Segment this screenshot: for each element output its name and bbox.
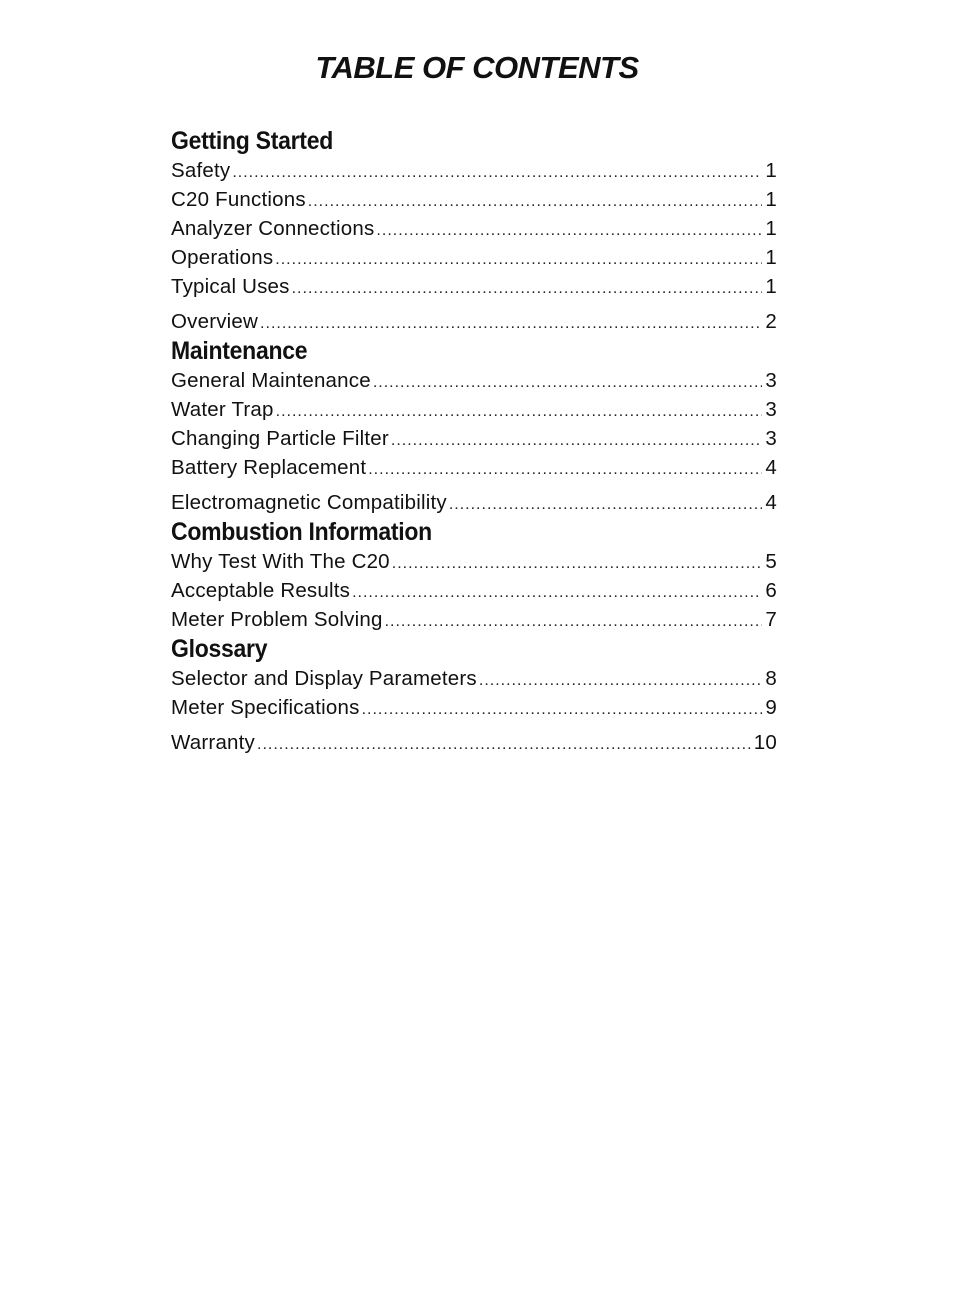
toc-entry-label: Water Trap bbox=[171, 398, 274, 421]
toc-entry-page: 10 bbox=[753, 731, 777, 754]
toc-entry-page: 3 bbox=[765, 398, 777, 421]
toc-entry[interactable] bbox=[171, 424, 777, 453]
toc-entry[interactable] bbox=[171, 272, 777, 301]
toc-entry-page: 4 bbox=[765, 456, 777, 479]
dot-leader bbox=[308, 187, 763, 216]
toc-entry-page: 8 bbox=[765, 667, 777, 690]
toc-entry-label: Safety bbox=[171, 159, 231, 182]
section-heading: Maintenance bbox=[171, 337, 308, 365]
toc-entry-label: C20 Functions bbox=[171, 188, 306, 211]
toc-entry-page: 9 bbox=[765, 696, 777, 719]
toc-entry[interactable] bbox=[171, 728, 777, 757]
dot-leader bbox=[276, 397, 763, 426]
section-heading: Getting Started bbox=[171, 127, 333, 155]
dot-leader bbox=[292, 274, 763, 303]
toc-entry-page: 1 bbox=[765, 217, 777, 240]
dot-leader bbox=[362, 695, 763, 724]
dot-leader bbox=[368, 455, 762, 484]
toc-entry-label: Changing Particle Filter bbox=[171, 427, 389, 450]
dot-leader bbox=[392, 549, 763, 578]
toc-entry-label: Why Test With The C20 bbox=[171, 550, 390, 573]
toc-entry[interactable] bbox=[171, 453, 777, 482]
toc-entry[interactable] bbox=[171, 214, 777, 243]
toc-entry[interactable] bbox=[171, 488, 777, 517]
toc-entry[interactable] bbox=[171, 664, 777, 693]
table-of-contents bbox=[171, 126, 777, 757]
toc-section-getting-started bbox=[171, 126, 777, 336]
toc-entry[interactable] bbox=[171, 395, 777, 424]
toc-entry-label: Operations bbox=[171, 246, 274, 269]
toc-entry-label: Acceptable Results bbox=[171, 579, 351, 602]
dot-leader bbox=[376, 216, 762, 245]
dot-leader bbox=[391, 426, 763, 455]
toc-entry-page: 4 bbox=[765, 491, 777, 514]
toc-entry-page: 2 bbox=[765, 310, 777, 333]
dot-leader bbox=[479, 666, 763, 695]
toc-entry-label: Selector and Display Parameters bbox=[171, 667, 477, 690]
dot-leader bbox=[232, 158, 762, 187]
page-title: TABLE OF CONTENTS bbox=[315, 50, 639, 85]
toc-entry[interactable] bbox=[171, 307, 777, 336]
toc-entry-page: 1 bbox=[765, 275, 777, 298]
toc-entry-page: 1 bbox=[765, 159, 777, 182]
dot-leader bbox=[352, 578, 762, 607]
toc-entry-page: 3 bbox=[765, 427, 777, 450]
dot-leader bbox=[449, 490, 763, 519]
dot-leader bbox=[385, 607, 763, 636]
toc-entry-label: Analyzer Connections bbox=[171, 217, 375, 240]
section-heading: Glossary bbox=[171, 635, 268, 663]
toc-section-maintenance bbox=[171, 336, 777, 517]
toc-entry[interactable] bbox=[171, 243, 777, 272]
dot-leader bbox=[260, 309, 762, 338]
toc-entry[interactable] bbox=[171, 185, 777, 214]
toc-entry-page: 1 bbox=[765, 246, 777, 269]
toc-entry-page: 1 bbox=[765, 188, 777, 211]
section-heading: Combustion Information bbox=[171, 518, 432, 546]
dot-leader bbox=[275, 245, 762, 274]
toc-entry-label: General Maintenance bbox=[171, 369, 371, 392]
toc-entry-label: Warranty bbox=[171, 731, 255, 754]
dot-leader bbox=[257, 730, 751, 759]
toc-entry[interactable] bbox=[171, 576, 777, 605]
toc-entry-label: Typical Uses bbox=[171, 275, 290, 298]
toc-entry-label: Battery Replacement bbox=[171, 456, 367, 479]
dot-leader bbox=[373, 368, 763, 397]
toc-entry[interactable] bbox=[171, 693, 777, 722]
toc-entry[interactable] bbox=[171, 547, 777, 576]
toc-entry-label: Electromagnetic Compatibility bbox=[171, 491, 447, 514]
toc-entry[interactable] bbox=[171, 366, 777, 395]
toc-entry-page: 5 bbox=[765, 550, 777, 573]
toc-section-glossary bbox=[171, 634, 777, 757]
toc-entry-page: 7 bbox=[765, 608, 777, 631]
toc-entry[interactable] bbox=[171, 605, 777, 634]
toc-entry[interactable] bbox=[171, 156, 777, 185]
toc-entry-label: Meter Problem Solving bbox=[171, 608, 383, 631]
toc-entry-page: 6 bbox=[765, 579, 777, 602]
toc-entry-label: Overview bbox=[171, 310, 259, 333]
toc-entry-label: Meter Specifications bbox=[171, 696, 360, 719]
toc-entry-page: 3 bbox=[765, 369, 777, 392]
toc-section-combustion-information bbox=[171, 517, 777, 634]
